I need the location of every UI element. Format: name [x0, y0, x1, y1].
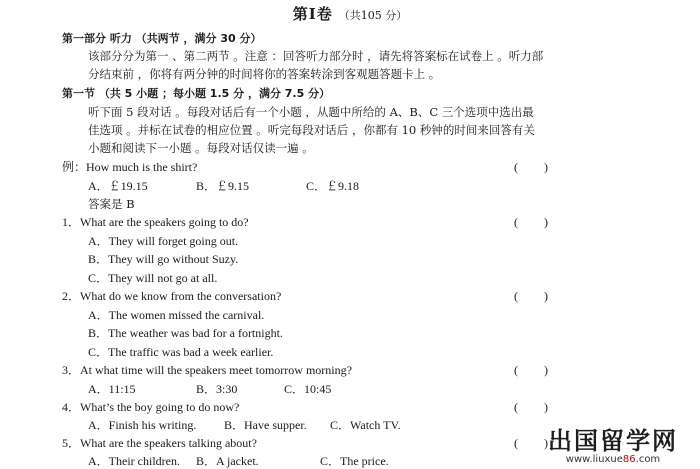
url-suffix: .com — [635, 454, 661, 465]
paren-open: ( — [514, 215, 518, 229]
url-number: 86 — [622, 454, 636, 465]
question-4-option-a: A．Finish his writing. — [88, 418, 197, 432]
paren-open: ( — [514, 160, 518, 174]
example-option-a: A．￡19.15 — [88, 179, 148, 193]
paren-open: ( — [514, 289, 518, 303]
title-text: 第Ⅰ卷 — [292, 5, 333, 23]
question-3-option-a: A．11:15 — [88, 382, 136, 396]
part1-heading: 第一部分 听力 （共两节 ，满分 30 分） — [62, 32, 262, 45]
example-question: 例：How much is the shirt? — [62, 160, 198, 174]
page-title — [0, 3, 700, 24]
question-3-stem: 3．At what time will the speakers meet tomorrow morning? — [62, 363, 352, 377]
part1-intro-line1: 该部分分为第一 、第二两节 。注意 ：回答听力部分时 ，请先将答案标在试卷上 。听力部 — [88, 49, 544, 63]
paren-close: ) — [544, 436, 548, 450]
paren-close: ) — [544, 400, 548, 414]
part1-intro-line2: 分结束前 ，你将有两分钟的时间将你的答案转涂到客观题答题卡上 。 — [88, 67, 441, 81]
section1-heading: 第一节 （共 5 小题 ；每小题 1.5 分 ，满分 7.5 分） — [62, 87, 331, 100]
question-3-option-b: B．3:30 — [196, 382, 238, 396]
question-2-option-a: A．The women missed the carnival. — [88, 308, 265, 322]
question-2-option-c: C．The traffic was bad a week earlier. — [88, 345, 274, 359]
question-1-option-c: C．They will not go at all. — [88, 271, 218, 285]
answer-blank-example[interactable] — [514, 159, 548, 175]
question-1-option-b: B．They will go without Suzy. — [88, 252, 239, 266]
paren-open: ( — [514, 400, 518, 414]
paren-close: ) — [544, 289, 548, 303]
question-5-option-b: B．A jacket. — [196, 454, 259, 468]
question-5-stem: 5．What are the speakers talking about? — [62, 436, 257, 450]
question-1-option-a: A．They will forget going out. — [88, 234, 239, 248]
site-watermark[interactable] — [528, 428, 698, 466]
example-option-c: C．￡9.18 — [306, 179, 360, 193]
section1-instr-line1: 听下面 5 段对话 。每段对话后有一个小题 ，从题中所给的 A、B、C 三个选项中选出最 — [88, 105, 534, 119]
paren-close: ) — [544, 363, 548, 377]
question-5-option-c: C．The price. — [320, 454, 389, 468]
paren-close: ) — [544, 160, 548, 174]
example-option-b: B．￡9.15 — [196, 179, 250, 193]
paren-open: ( — [514, 436, 518, 450]
paren-close: ) — [544, 215, 548, 229]
question-4-stem: 4．What’s the boy going to do now? — [62, 400, 240, 414]
section1-instr-line3: 小题和阅读下一小题 。每段对话仅读一遍 。 — [88, 141, 314, 155]
question-3-option-c: C．10:45 — [284, 382, 332, 396]
question-5-option-a: A．Their children. — [88, 454, 180, 468]
title-subtitle: （共105 分） — [338, 9, 408, 22]
paren-open: ( — [514, 363, 518, 377]
watermark-logo-text: 出国留学网 — [548, 427, 678, 455]
question-4-option-c: C．Watch TV. — [330, 418, 401, 432]
answer-blank-1[interactable] — [514, 214, 548, 230]
url-prefix: www.liuxue — [565, 454, 623, 465]
answer-blank-4[interactable] — [514, 399, 548, 415]
question-1-stem: 1．What are the speakers going to do? — [62, 215, 249, 229]
example-answer: 答案是 B — [88, 197, 135, 211]
answer-blank-3[interactable] — [514, 362, 548, 378]
answer-blank-2[interactable] — [514, 288, 548, 304]
question-4-option-b: B．Have supper. — [224, 418, 307, 432]
question-2-option-b: B．The weather was bad for a fortnight. — [88, 326, 283, 340]
section1-instr-line2: 佳选项 。并标在试卷的相应位置 。听完每段对话后 ，你都有 10 秒钟的时间来回答有关 — [88, 123, 535, 137]
question-2-stem: 2．What do we know from the conversation? — [62, 289, 282, 303]
watermark-url — [528, 454, 698, 466]
